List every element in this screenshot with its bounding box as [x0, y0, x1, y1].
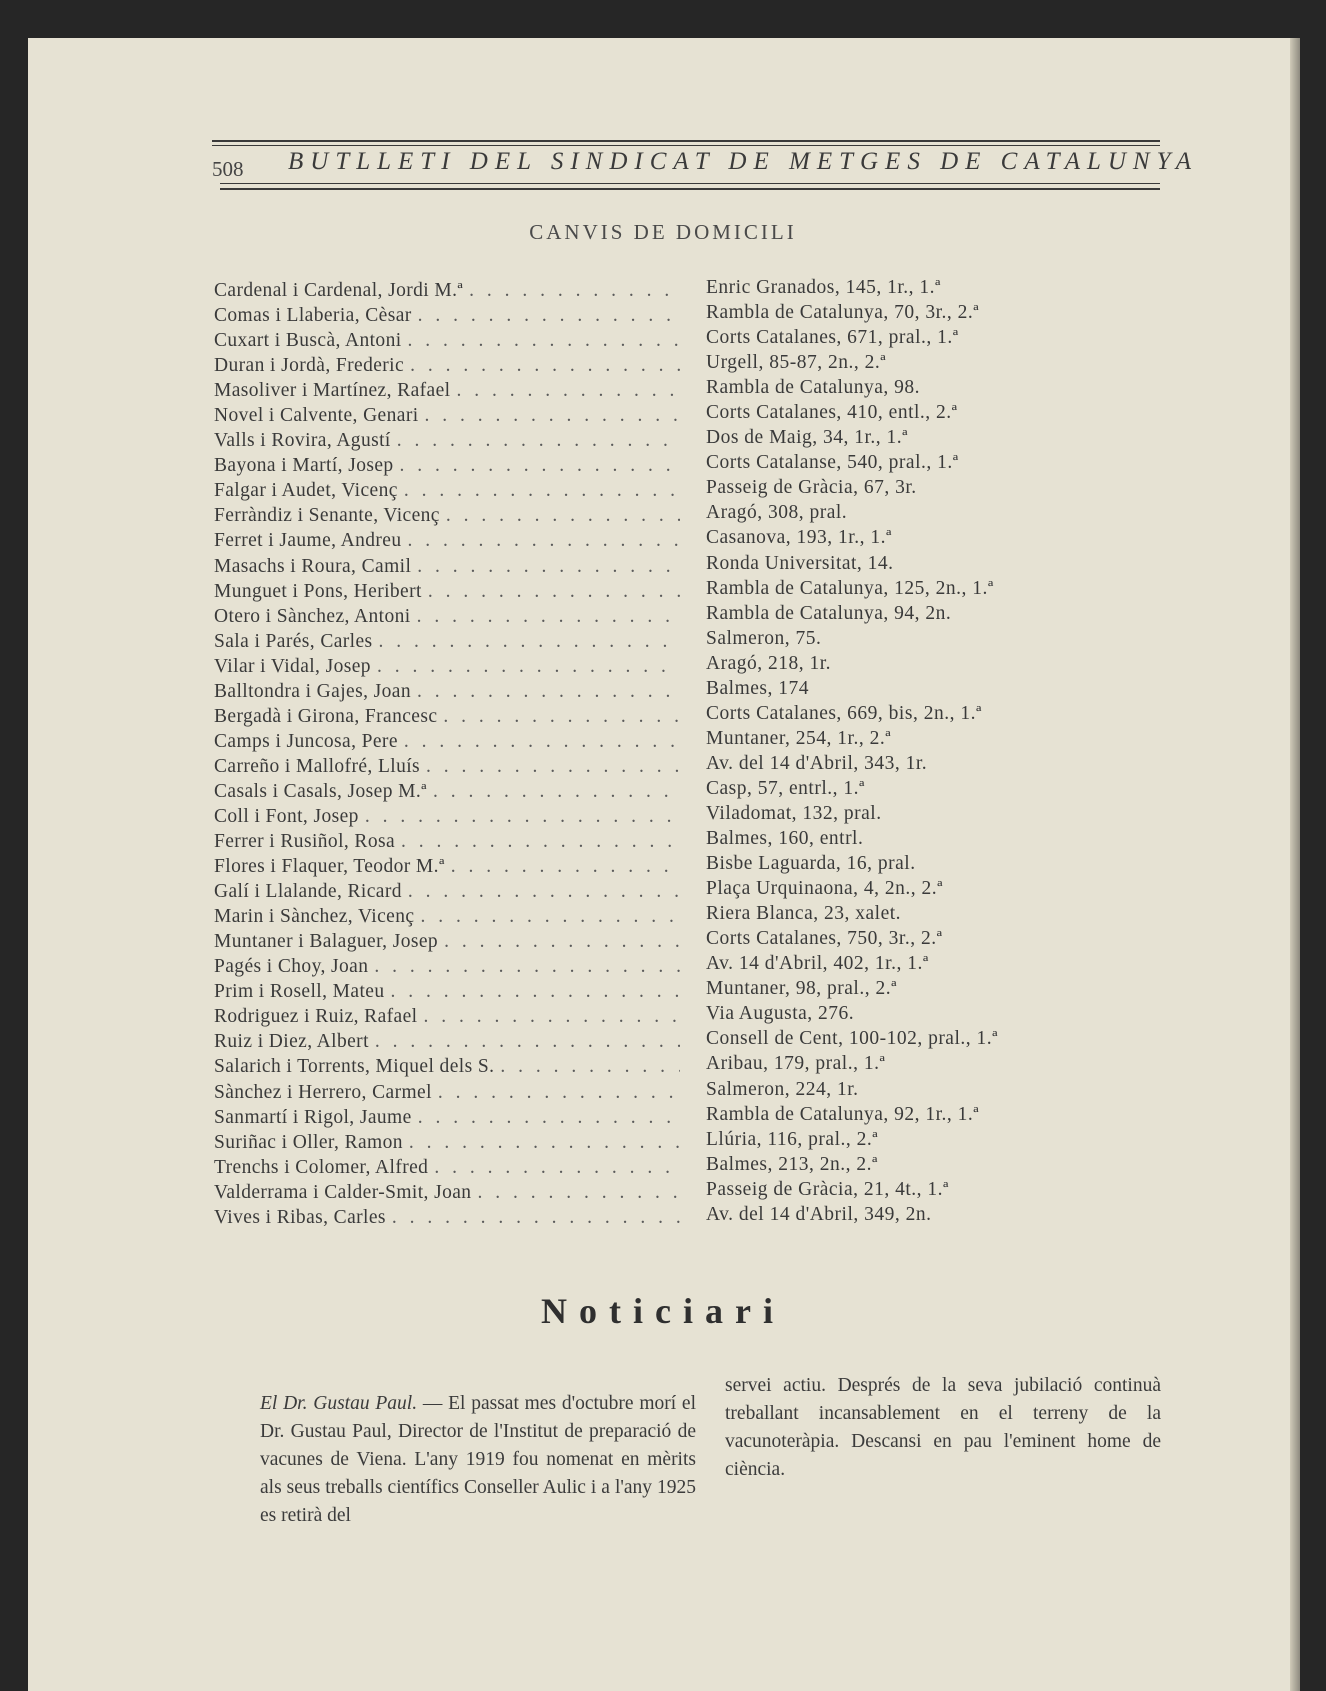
directory-row [214, 403, 680, 428]
member-address: Salmeron, 75. [706, 627, 822, 649]
member-name: Ruiz i Diez, Albert [214, 1031, 369, 1053]
member-address: Casanova, 193, 1r., 1.ª [706, 527, 892, 549]
directory-row [214, 629, 680, 654]
member-name: Duran i Jordà, Frederic [214, 355, 405, 377]
dot-leader [359, 804, 680, 829]
directory-row [214, 804, 680, 829]
member-address: Consell de Cent, 100-102, pral., 1.ª [706, 1028, 999, 1050]
member-address: Viladomat, 132, pral. [706, 802, 882, 824]
news-text-left: — El passat mes d'octubre morí el Dr. Gustau Paul, Director de l'Institut de preparació de vacunes de Viena. L'any 1919 fou nomenat en mèrits als seus treballs científics Conseller Aulic i a l'any 1925 es retirà del [260, 1393, 696, 1526]
directory-row [214, 829, 680, 854]
directory-row [214, 554, 680, 579]
dot-leader [385, 979, 681, 1004]
member-name: Vilar i Vidal, Josep [214, 655, 371, 677]
directory-row [214, 779, 680, 804]
dot-leader [402, 328, 680, 353]
member-address: Via Augusta, 276. [706, 1003, 855, 1025]
dot-leader [437, 704, 680, 729]
directory-row [214, 1080, 680, 1105]
running-header [212, 140, 1199, 196]
journal-title: BUTLLETI DEL SINDICAT DE METGES DE CATALUNYA [288, 148, 1199, 175]
member-address: Enric Granados, 145, 1r., 1.ª [706, 277, 941, 298]
member-name: Carreño i Mallofré, Lluís [214, 755, 421, 777]
dot-leader [411, 604, 680, 629]
dot-leader [411, 554, 680, 579]
dot-leader [386, 1205, 680, 1230]
dot-leader [471, 1180, 680, 1205]
member-address: Muntaner, 254, 1r., 2.ª [706, 727, 892, 749]
member-name: Marin i Sànchez, Vicenç [214, 906, 415, 928]
member-address: Rambla de Catalunya, 94, 2n. [706, 602, 952, 624]
directory-row [214, 929, 680, 954]
directory-row [214, 654, 680, 679]
directory-row [214, 679, 680, 704]
directory-row [214, 1105, 680, 1130]
dot-leader [398, 478, 680, 503]
member-address: Corts Catalanes, 410, entl., 2.ª [706, 402, 958, 424]
header-rule-top [212, 140, 1160, 142]
member-name: Bayona i Martí, Josep [214, 455, 394, 477]
directory-row [214, 1054, 680, 1079]
member-name: Sala i Parés, Carles [214, 630, 373, 652]
page-number: 508 [212, 157, 244, 181]
member-address: Rambla de Catalunya, 92, 1r., 1.ª [706, 1103, 980, 1125]
member-name: Coll i Font, Josep [214, 805, 359, 827]
member-address: Balmes, 174 [706, 677, 809, 699]
section-title: CANVIS DE DOMICILI [529, 220, 797, 244]
directory-row [214, 579, 680, 604]
dot-leader [368, 954, 680, 979]
member-address: Balmes, 213, 2n., 2.ª [706, 1153, 878, 1175]
dot-leader [450, 378, 680, 403]
dot-leader [432, 1080, 680, 1105]
dot-leader [395, 829, 680, 854]
member-address: Bisbe Laguarda, 16, pral. [706, 853, 916, 875]
member-name: Masachs i Roura, Camil [214, 555, 412, 577]
directory-row [214, 854, 680, 879]
news-text-right: servei actiu. Després de la seva jubilació continuà treballant incansablement en el terreny de la vacunoteràpia. Descansi en pau l'eminent home de ciència. [725, 1375, 1161, 1480]
dot-leader [411, 679, 680, 704]
directory-row [214, 503, 680, 528]
member-address: Rambla de Catalunya, 125, 2n., 1.ª [706, 577, 994, 599]
directory-row [214, 754, 680, 779]
member-name: Otero i Sànchez, Antoni [214, 605, 411, 627]
dot-leader [373, 629, 680, 654]
member-address: Muntaner, 98, pral., 2.ª [706, 978, 897, 1000]
directory-row [214, 478, 680, 503]
directory-row [214, 1004, 680, 1029]
dot-leader [404, 353, 680, 378]
member-name: Rodriguez i Ruiz, Rafael [214, 1006, 418, 1028]
member-name: Vives i Ribas, Carles [214, 1206, 386, 1228]
dot-leader [412, 1105, 680, 1130]
member-name: Flores i Flaquer, Teodor M.ª [214, 856, 445, 878]
member-name: Cuxart i Buscà, Antoni [214, 330, 402, 352]
member-name: Salarich i Torrents, Miquel dels S. [214, 1056, 495, 1078]
directory-row [214, 428, 680, 453]
news-column-left [260, 1390, 696, 1530]
member-name: Casals i Casals, Josep M.ª [214, 780, 427, 802]
member-name: Bergadà i Girona, Francesc [214, 705, 438, 727]
dot-leader [391, 428, 680, 453]
directory-row [214, 1130, 680, 1155]
directory-row [214, 879, 680, 904]
member-address: Av. del 14 d'Abril, 349, 2n. [706, 1203, 932, 1225]
directory-row [214, 453, 680, 478]
directory-row [214, 704, 680, 729]
member-name: Balltondra i Gajes, Joan [214, 680, 411, 702]
member-name: Falgar i Audet, Vicenç [214, 480, 398, 502]
member-name: Novel i Calvente, Genari [214, 405, 419, 427]
dot-leader [398, 729, 680, 754]
directory-row [214, 1180, 680, 1205]
member-name: Ferràndiz i Senante, Vicenç [214, 505, 440, 527]
member-address: Salmeron, 224, 1r. [706, 1078, 859, 1100]
directory-row [214, 328, 680, 353]
news-lead: El Dr. Gustau Paul. [260, 1393, 418, 1414]
directory-row [214, 954, 680, 979]
member-address: Rambla de Catalunya, 98. [706, 377, 920, 399]
header-rule-bottom-thin [220, 183, 1160, 184]
member-name: Galí i Llalande, Ricard [214, 881, 402, 903]
member-address: Llúria, 116, pral., 2.ª [706, 1128, 879, 1150]
member-address: Corts Catalanes, 671, pral., 1.ª [706, 327, 959, 349]
member-name: Comas i Llaberia, Cèsar [214, 305, 412, 327]
dot-leader [394, 453, 680, 478]
member-name: Masoliver i Martínez, Rafael [214, 380, 451, 402]
dot-leader [402, 879, 680, 904]
page-edge [1290, 38, 1300, 1691]
dot-leader [445, 854, 680, 879]
member-address: Corts Catalanse, 540, pral., 1.ª [706, 452, 959, 474]
directory-row [214, 303, 680, 328]
member-address: Plaça Urquinaona, 4, 2n., 2.ª [706, 878, 944, 900]
header-rule-bottom [220, 188, 1160, 190]
member-address: Corts Catalanes, 750, 3r., 2.ª [706, 928, 943, 950]
member-address: Av. 14 d'Abril, 402, 1r., 1.ª [706, 953, 929, 975]
directory-row [214, 528, 680, 553]
member-address: Passeig de Gràcia, 21, 4t., 1.ª [706, 1178, 949, 1200]
member-address: Urgell, 85-87, 2n., 2.ª [706, 352, 887, 374]
member-name: Suriñac i Oller, Ramon [214, 1131, 403, 1153]
dot-leader [438, 929, 680, 954]
dot-leader [428, 1155, 680, 1180]
header-rule-top-thin [212, 145, 1160, 146]
dot-leader [414, 904, 680, 929]
member-address: Balmes, 160, entrl. [706, 828, 864, 850]
member-address: Dos de Maig, 34, 1r., 1.ª [706, 427, 909, 449]
directory-row [214, 604, 680, 629]
member-address: Riera Blanca, 23, xalet. [706, 903, 902, 925]
member-address: Av. del 14 d'Abril, 343, 1r. [706, 752, 928, 774]
member-address: Aribau, 179, pral., 1.ª [706, 1053, 886, 1075]
directory-row [214, 1155, 680, 1180]
directory-row [214, 353, 680, 378]
dot-leader [419, 403, 680, 428]
member-address: Aragó, 218, 1r. [706, 652, 832, 674]
dot-leader [463, 278, 680, 303]
member-name: Ferret i Jaume, Andreu [214, 530, 402, 552]
member-name: Camps i Juncosa, Pere [214, 730, 398, 752]
dot-leader [402, 528, 681, 553]
member-address: Rambla de Catalunya, 70, 3r., 2.ª [706, 302, 980, 324]
member-name: Pagés i Choy, Joan [214, 956, 369, 978]
member-name: Muntaner i Balaguer, Josep [214, 931, 439, 953]
directory-row [214, 729, 680, 754]
dot-leader [417, 1004, 680, 1029]
dot-leader [422, 579, 680, 604]
dot-leader [494, 1054, 680, 1079]
directory-row [214, 278, 680, 303]
member-name: Munguet i Pons, Heribert [214, 580, 422, 602]
dot-leader [427, 779, 680, 804]
names-column [214, 278, 680, 1230]
news-heading: Noticiari [541, 1291, 785, 1331]
member-name: Trenchs i Colomer, Alfred [214, 1156, 429, 1178]
directory-row [214, 1029, 680, 1054]
directory-row [214, 378, 680, 403]
dot-leader [369, 1029, 680, 1054]
member-address: Ronda Universitat, 14. [706, 552, 894, 574]
member-name: Valderrama i Calder-Smit, Joan [214, 1181, 472, 1203]
addresses-column [706, 275, 1086, 1227]
news-column-right [725, 1372, 1161, 1484]
member-name: Valls i Rovira, Agustí [214, 430, 391, 452]
member-address: Passeig de Gràcia, 67, 3r. [706, 477, 917, 499]
dot-leader [412, 303, 680, 328]
dot-leader [440, 503, 680, 528]
member-name: Cardenal i Cardenal, Jordi M.ª [214, 280, 464, 301]
member-name: Prim i Rosell, Mateu [214, 981, 385, 1003]
member-address: Casp, 57, entrl., 1.ª [706, 777, 865, 799]
directory-row [214, 1205, 680, 1230]
member-name: Ferrer i Rusiñol, Rosa [214, 831, 396, 853]
member-name: Sànchez i Herrero, Carmel [214, 1081, 432, 1103]
directory-row [214, 979, 680, 1004]
directory-row [214, 904, 680, 929]
dot-leader [403, 1130, 680, 1155]
member-address: Aragó, 308, pral. [706, 502, 848, 524]
dot-leader [420, 754, 680, 779]
dot-leader [371, 654, 680, 679]
member-name: Sanmartí i Rigol, Jaume [214, 1106, 412, 1128]
member-address: Corts Catalanes, 669, bis, 2n., 1.ª [706, 702, 982, 724]
